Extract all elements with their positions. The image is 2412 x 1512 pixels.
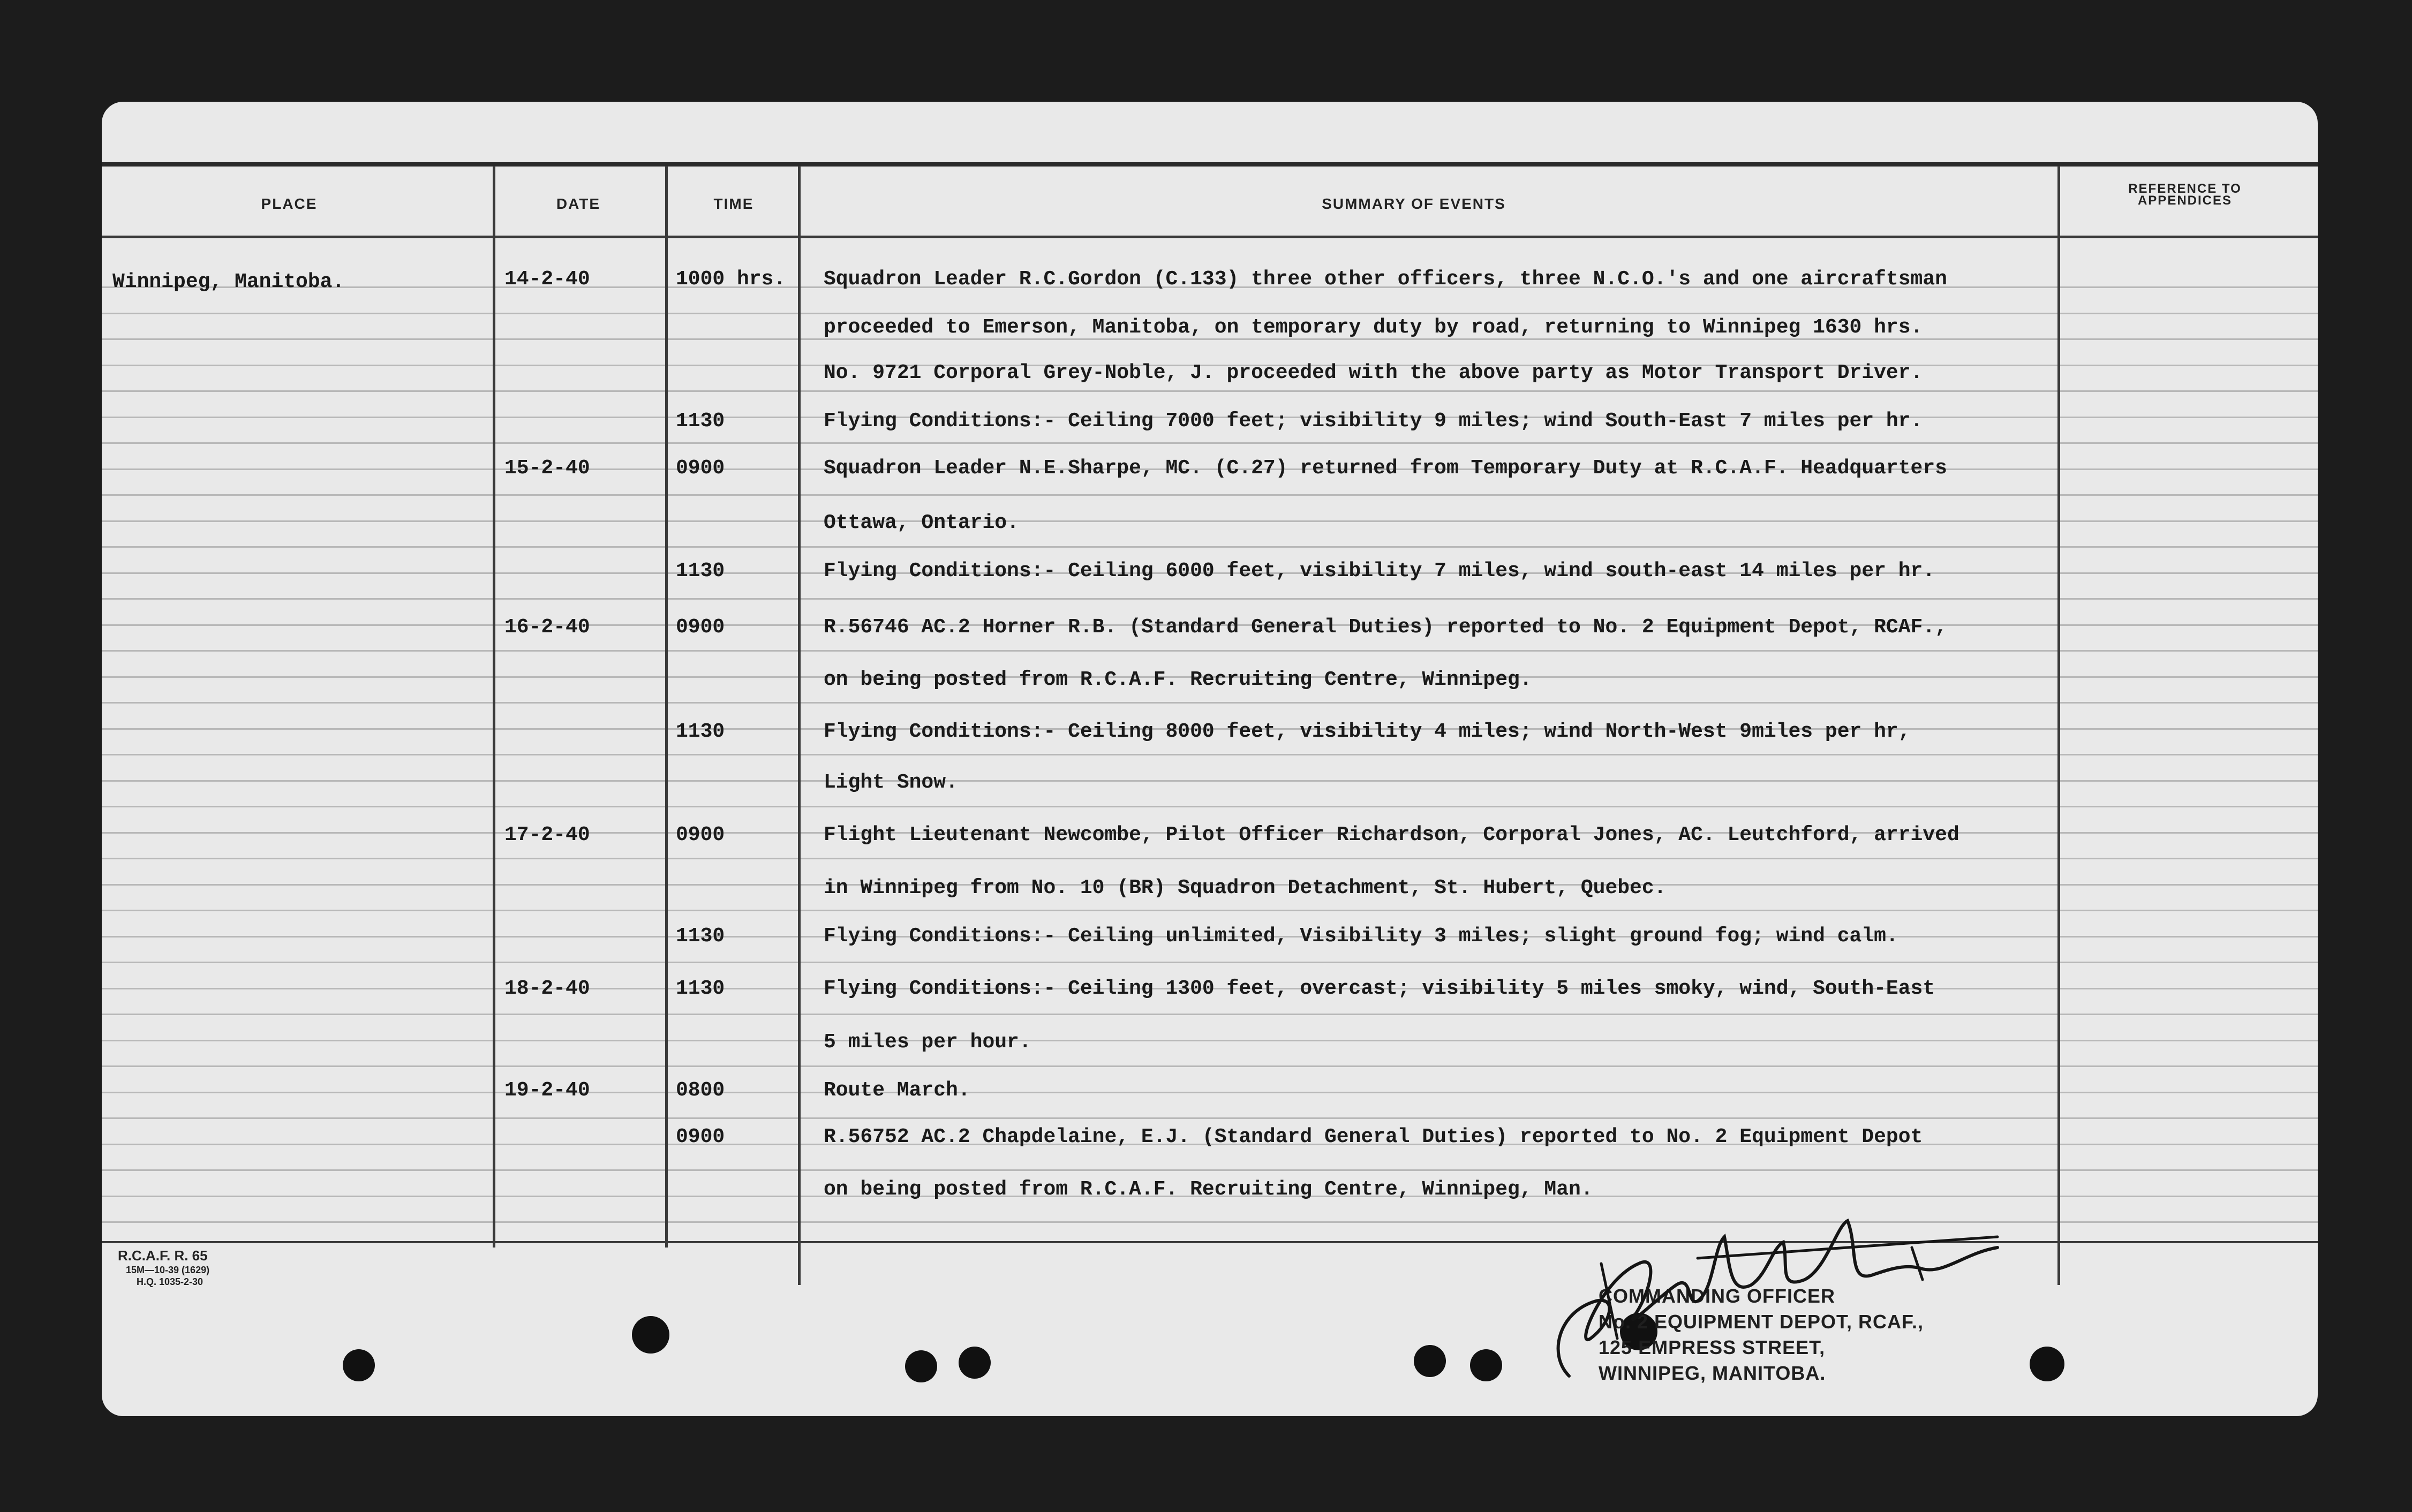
entry-date: 15-2-40 <box>504 457 590 480</box>
entry-time: 1130 <box>676 977 725 1000</box>
binder-hole <box>632 1316 669 1354</box>
entry-date: 16-2-40 <box>504 616 590 639</box>
ruled-line <box>102 1169 2318 1171</box>
binder-hole <box>1470 1349 1502 1381</box>
binder-hole <box>1414 1345 1446 1377</box>
signature <box>1537 1215 2072 1397</box>
entry-text: Flight Lieutenant Newcombe, Pilot Officer Richardson, Corporal Jones, AC. Leutchford, arrived <box>824 823 1959 846</box>
ruled-line <box>102 313 2318 314</box>
binder-hole <box>959 1347 991 1379</box>
divider-place-date <box>493 166 495 1248</box>
entry-time: 1130 <box>676 410 725 433</box>
entry-text: Ottawa, Ontario. <box>824 511 1019 534</box>
entry-date: 14-2-40 <box>504 268 590 291</box>
entry-time: 0900 <box>676 823 725 846</box>
entry-text: Squadron Leader N.E.Sharpe, MC. (C.27) returned from Temporary Duty at R.C.A.F. Headquarters <box>824 457 1947 480</box>
ruled-line <box>102 1040 2318 1041</box>
ruled-line <box>102 1092 2318 1093</box>
entry-time: 0800 <box>676 1079 725 1102</box>
header-date: DATE <box>556 195 601 212</box>
ruled-line <box>102 910 2318 911</box>
entry-text: Route March. <box>824 1079 970 1102</box>
entry-text: No. 9721 Corporal Grey-Noble, J. proceeded with the above party as Motor Transport Driver. <box>824 361 1923 384</box>
ruled-line <box>102 520 2318 522</box>
header-place: PLACE <box>261 195 318 212</box>
ruled-line <box>102 546 2318 548</box>
entry-text: Flying Conditions:- Ceiling 7000 feet; visibility 9 miles; wind South-East 7 miles per hr. <box>824 410 1923 433</box>
entry-time: 1000 hrs. <box>676 268 786 291</box>
entry-date: 19-2-40 <box>504 1079 590 1102</box>
ruled-line <box>102 780 2318 782</box>
entry-text: Squadron Leader R.C.Gordon (C.133) three other officers, three N.C.O.'s and one aircraftsman <box>824 268 1947 291</box>
binder-hole <box>343 1349 375 1381</box>
entry-time: 0900 <box>676 616 725 639</box>
stamp-line1: COMMANDING OFFICER <box>1599 1285 1835 1307</box>
ruled-line <box>102 1065 2318 1067</box>
header-time: TIME <box>713 195 754 212</box>
divider-summary-reference <box>2057 166 2060 1285</box>
ruled-line <box>102 1117 2318 1119</box>
entry-text: proceeded to Emerson, Manitoba, on temporary duty by road, returning to Winnipeg 1630 hrs. <box>824 316 1923 339</box>
entry-text: on being posted from R.C.A.F. Recruiting Centre, Winnipeg. <box>824 668 1532 691</box>
entry-time: 0900 <box>676 1125 725 1148</box>
form-id-line3: H.Q. 1035-2-30 <box>137 1276 203 1287</box>
header-rule <box>102 236 2318 238</box>
entry-text: on being posted from R.C.A.F. Recruiting Centre, Winnipeg, Man. <box>824 1178 1593 1201</box>
entry-text: Flying Conditions:- Ceiling 1300 feet, overcast; visibility 5 miles smoky, wind, South-East <box>824 977 1935 1000</box>
entry-date: 17-2-40 <box>504 823 590 846</box>
ruled-line <box>102 1014 2318 1015</box>
divider-time-summary <box>798 166 801 1285</box>
entry-time: 0900 <box>676 457 725 480</box>
header-reference: REFERENCE TO APPENDICES <box>2128 182 2242 208</box>
form-id-line2: 15M—10-39 (1629) <box>126 1265 210 1275</box>
ruled-line <box>102 754 2318 755</box>
war-diary-card <box>102 102 2318 1416</box>
ruled-line <box>102 650 2318 652</box>
header-summary: SUMMARY OF EVENTS <box>1322 195 1506 212</box>
entry-text: Flying Conditions:- Ceiling unlimited, Visibility 3 miles; slight ground fog; wind calm. <box>824 925 1898 948</box>
ruled-line <box>102 962 2318 963</box>
entry-text: Flying Conditions:- Ceiling 8000 feet, visibility 4 miles; wind North-West 9miles per hr, <box>824 720 1911 743</box>
entry-date: 18-2-40 <box>504 977 590 1000</box>
entry-time: 1130 <box>676 720 725 743</box>
divider-date-time <box>665 166 668 1248</box>
ruled-line <box>102 494 2318 496</box>
place-entry: Winnipeg, Manitoba. <box>112 270 345 293</box>
entry-text: R.56752 AC.2 Chapdelaine, E.J. (Standard General Duties) reported to No. 2 Equipment Depot <box>824 1125 1923 1148</box>
entry-time: 1130 <box>676 925 725 948</box>
ruled-line <box>102 702 2318 704</box>
entry-time: 1130 <box>676 560 725 583</box>
entry-text: Flying Conditions:- Ceiling 6000 feet, visibility 7 miles, wind south-east 14 miles per hr. <box>824 560 1935 583</box>
stamp-line4: WINNIPEG, MANITOBA. <box>1599 1362 1826 1384</box>
top-rule <box>102 162 2318 167</box>
stamp-line2: No. 2 EQUIPMENT DEPOT, RCAF., <box>1599 1311 1924 1333</box>
stamp-line3: 125 EMPRESS STREET, <box>1599 1336 1826 1358</box>
entry-text: R.56746 AC.2 Horner R.B. (Standard General Duties) reported to No. 2 Equipment Depot, RCAF., <box>824 616 1947 639</box>
ruled-line <box>102 598 2318 600</box>
entry-text: 5 miles per hour. <box>824 1031 1031 1054</box>
binder-hole <box>905 1350 937 1382</box>
ruled-line <box>102 442 2318 444</box>
form-id-line1: R.C.A.F. R. 65 <box>118 1248 208 1264</box>
entry-text: in Winnipeg from No. 10 (BR) Squadron Detachment, St. Hubert, Quebec. <box>824 876 1667 899</box>
ruled-line <box>102 806 2318 807</box>
ruled-line <box>102 390 2318 392</box>
ruled-line <box>102 858 2318 859</box>
entry-text: Light Snow. <box>824 771 958 794</box>
